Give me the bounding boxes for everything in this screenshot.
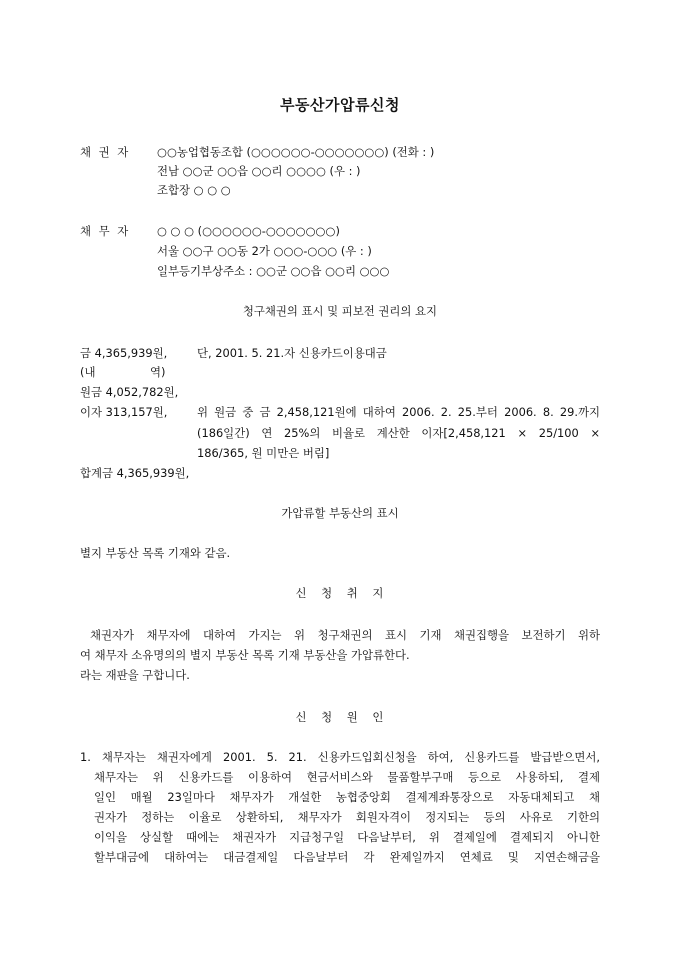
creditor-representative-line: 조합장 ○ ○ ○ bbox=[157, 183, 231, 197]
reason-line-3: 일인 매월 23일마다 채무자가 개설한 농협중앙회 결제계좌통장으로 자동대체되고 채 bbox=[94, 790, 600, 804]
interest-label: 이자 313,157원, bbox=[80, 405, 168, 419]
debtor-registry-address-line: 일부등기부상주소 : ○○군 ○○읍 ○○리 ○○○ bbox=[157, 264, 390, 278]
reason-line-1: 1. 채무자는 채권자에게 2001. 5. 21. 신용카드입회신청을 하여, 신용카드를 발급받으면서, bbox=[80, 750, 600, 764]
breakdown-label-left: (내 bbox=[80, 365, 96, 379]
creditor-name-line: ○○농업협동조합 (○○○○○○-○○○○○○○) (전화 : ) bbox=[157, 145, 435, 159]
purpose-line-1: 채권자가 채무자에 대하여 가지는 위 청구채권의 표시 기재 채권집행을 보전하기 위하 bbox=[90, 628, 600, 642]
reason-line-6: 할부대금에 대하여는 대금결제일 다음날부터 각 완제일까지 연체료 및 지연손해금을 bbox=[94, 850, 600, 864]
claim-amount-detail: 단, 2001. 5. 21.자 신용카드이용대금 bbox=[197, 346, 387, 360]
breakdown-label-right: 역) bbox=[150, 365, 166, 379]
creditor-address-line: 전남 ○○군 ○○읍 ○○리 ○○○○ (우 : ) bbox=[157, 164, 361, 178]
principal-line: 원금 4,052,782원, bbox=[80, 385, 179, 399]
interest-line-2: (186일간) 연 25%의 비율로 계산한 이자[2,458,121 × 25/100 × bbox=[197, 426, 600, 440]
debtor-address-line: 서울 ○○구 ○○동 2가 ○○○-○○○ (우 : ) bbox=[157, 244, 372, 258]
property-text: 별지 부동산 목록 기재와 같음. bbox=[80, 546, 231, 560]
debtor-name-line: ○ ○ ○ (○○○○○○-○○○○○○○) bbox=[157, 224, 340, 238]
reason-line-4: 권자가 정하는 이율로 상환하되, 채무자가 회원자격이 정지되는 등의 사유로 기한의 bbox=[94, 810, 600, 824]
purpose-line-3: 라는 재판을 구합니다. bbox=[80, 668, 190, 682]
reason-line-2: 채무자는 위 신용카드를 이용하여 현금서비스와 물품할부구매 등으로 사용하되, 결제 bbox=[94, 770, 600, 784]
interest-line-1: 위 원금 중 금 2,458,121원에 대하여 2006. 2. 25.부터 2006. 8. 29.까지 bbox=[197, 405, 600, 419]
interest-line-3: 186/365, 원 미만은 버림] bbox=[197, 446, 330, 460]
debtor-label: 채 무 자 bbox=[80, 224, 131, 238]
claim-heading: 청구채권의 표시 및 피보전 권리의 요지 bbox=[242, 304, 438, 318]
total-line: 합계금 4,365,939원, bbox=[80, 466, 190, 480]
property-heading: 가압류할 부동산의 표시 bbox=[281, 506, 399, 520]
creditor-label: 채 권 자 bbox=[80, 145, 131, 159]
reason-heading: 신 청 원 인 bbox=[295, 710, 385, 724]
reason-line-5: 이익을 상실할 때에는 채권자가 지급청구일 다음날부터, 위 결제일에 결제되지 아니한 bbox=[94, 830, 600, 844]
purpose-heading: 신 청 취 지 bbox=[295, 586, 385, 600]
claim-amount-label: 금 4,365,939원, bbox=[80, 346, 168, 360]
document-title: 부동산가압류신청 bbox=[280, 96, 400, 114]
purpose-line-2: 여 채무자 소유명의의 별지 부동산 목록 기재 부동산을 가압류한다. bbox=[80, 648, 410, 662]
